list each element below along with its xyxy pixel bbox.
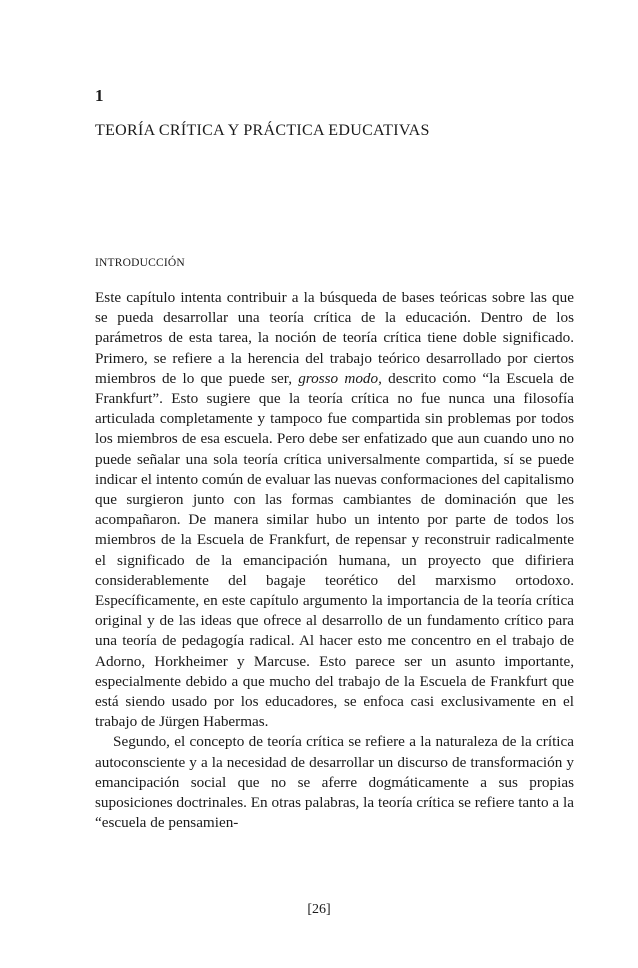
paragraph-1-emphasis: grosso modo bbox=[298, 369, 379, 387]
chapter-title: TEORÍA CRÍTICA Y PRÁCTICA EDUCATIVAS bbox=[95, 122, 430, 139]
page-number: [26] bbox=[307, 902, 331, 917]
paragraph-1-text-start: Este capítulo intenta contribuir a la búsqueda de bases teóricas sobre las que se pueda desarrollar una teoría crítica de la educación. Dentro de los parámetros de esta tarea, la noción de teoría crítica tiene doble significado. Primero, se refiere a la herencia del trabajo teórico desarrollado por ciertos miembros de lo que puede ser, bbox=[95, 289, 574, 387]
body-text bbox=[95, 288, 574, 833]
section-heading: INTRODUCCIÓN bbox=[95, 257, 185, 269]
paragraph-2: Segundo, el concepto de teoría crítica se refiere a la naturaleza de la crítica autoconsciente y a la necesidad de desarrollar un discurso de transformación y emancipación social que no se aferre dogmáticamente a sus propias suposiciones doctrinales. En otras palabras, la teoría crítica se refiere tanto a la “escuela de pensamien- bbox=[95, 733, 574, 832]
paragraph-1-text-end: , descrito como “la Escuela de Frankfurt”. Esto sugiere que la teoría crítica no fue nunca una filosofía articulada completamente y tampoco fue compartida sin problemas por todos los miembros de esa escuela. Pero debe ser enfatizado que aun cuando uno no puede señalar una sola teoría crítica universalmente compartida, sí se puede indicar el intento común de evaluar las nuevas conformaciones del capitalismo que surgieron junto con las formas cambiantes de dominación que les acompañaron. De manera similar hubo un intento por parte de todos los miembros de la Escuela de Frankfurt, de repensar y reconstruir radicalmente el significado de la emancipación humana, un proyecto que difiriera considerablemente del bagaje teorético del marxismo ortodoxo. Específicamente, en este capítulo argumento la importancia de la teoría crítica original y de las ideas que ofrece al desarrollo de un fundamento crítico para una teoría de pedagogía radical. Al hacer esto me concentro en el trabajo de Adorno, Horkheimer y Marcuse. Esto parece ser un asunto importante, especialmente debido a que mucho del trabajo de la Escuela de Frankfurt que está siendo usado por los educadores, se enfoca casi exclusivamente en el trabajo de Jürgen Habermas. bbox=[95, 369, 574, 731]
paragraph-1 bbox=[95, 288, 574, 732]
chapter-number: 1 bbox=[95, 86, 104, 105]
